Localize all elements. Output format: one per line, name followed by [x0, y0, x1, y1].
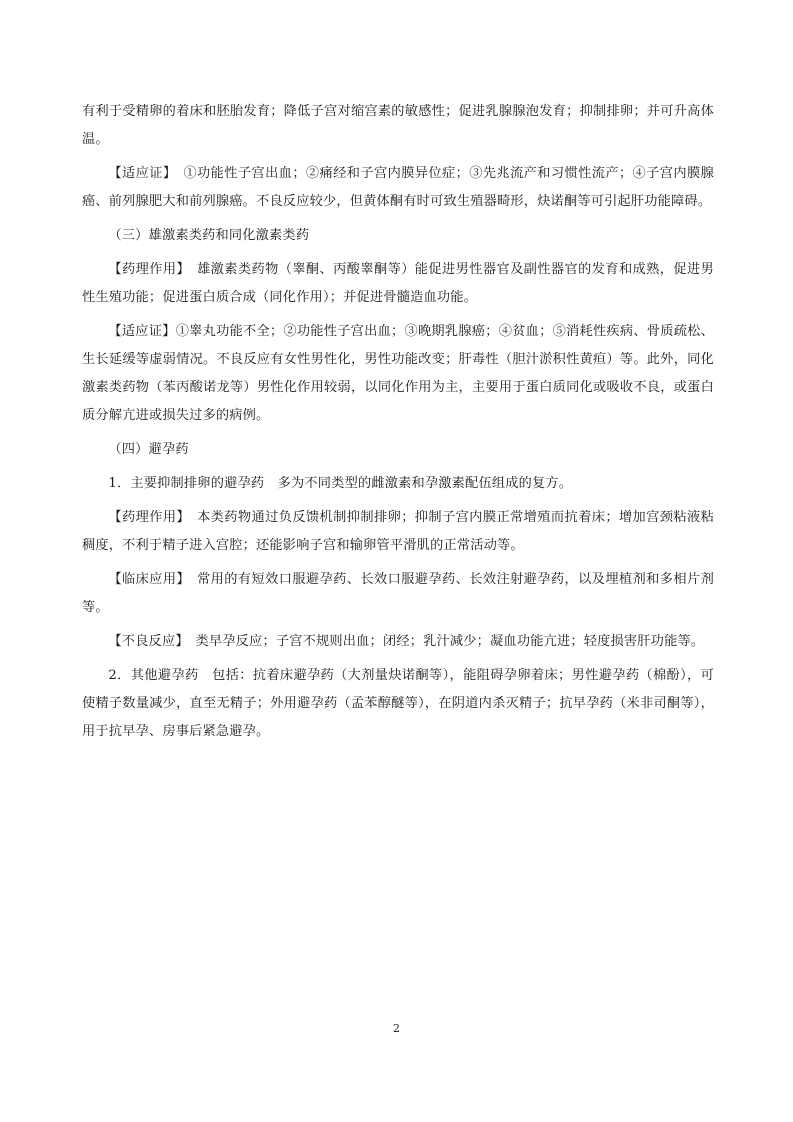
adverse-reactions-text: 类早孕反应；子宫不规则出血；闭经；乳汁减少；凝血功能亢进；轻度损害肝功能等。 [195, 634, 705, 649]
indications-tag: 【适应证】 [108, 166, 170, 181]
page-number: 2 [393, 1022, 400, 1035]
paragraph-progestin-indications [82, 160, 714, 216]
pharmacology-tag: 【药理作用】 [108, 510, 184, 525]
pharmacology-tag: 【药理作用】 [108, 262, 184, 277]
paragraph-androgen-indications [82, 318, 714, 430]
pharmacology-text: 本类药物通过负反馈机制抑制排卵；抑制子宫内膜正常增殖而抗着床；增加宫颈粘液粘稠度，不利于精子进入宫腔；还能影响子宫和输卵管平滑肌的正常活动等。 [82, 510, 714, 553]
indications-tag: 【适应证】 [108, 324, 176, 339]
section-heading-contraceptives: （四）避孕药 [108, 442, 189, 457]
section-heading-androgens: （三）雄激素类药和同化激素类药 [108, 228, 310, 243]
paragraph-clinical-use [82, 566, 714, 622]
indications-text: ①睾丸功能不全；②功能性子宫出血；③晚期乳腺癌；④贫血；⑤消耗性疾病、骨质疏松、生长延缓等虚弱情况。不良反应有女性男性化，男性功能改变；肝毒性（胆汁淤积性黄疸）等。此外，同化激素类药物（苯丙酸诺龙等）男性化作用较弱，以同化作用为主，主要用于蛋白质同化或吸收不良，或蛋白质分解亢进或损失过多的病例。 [82, 324, 715, 423]
paragraph-progestin-effects: 有利于受精卵的着床和胚胎发育；降低子宫对缩宫素的敏感性；促进乳腺腺泡发育；抑制排卵；并可升高体温。 [82, 104, 714, 147]
paragraph-contraceptive-pharmacology [82, 504, 714, 560]
document-body [82, 98, 714, 752]
adverse-reactions-tag: 【不良反应】 [108, 634, 183, 649]
clinical-use-text: 常用的有短效口服避孕药、长效口服避孕药、长效注射避孕药，以及埋植剂和多相片剂等。 [82, 572, 714, 615]
subheading-ovulation-inhibitors: 1．主要抑制排卵的避孕药 多为不同类型的雌激素和孕激素配伍组成的复方。 [108, 476, 573, 491]
paragraph-other-contraceptives: 2．其他避孕药 包括：抗着床避孕药（大剂量炔诺酮等），能阻碍孕卵着床；男性避孕药（棉酚），可使精子数量减少，直至无精子；外用避孕药（孟苯醇醚等），在阴道内杀灭精子；抗早孕药（米非司酮等），用于抗早孕、房事后紧急避孕。 [82, 668, 714, 739]
clinical-use-tag: 【临床应用】 [108, 572, 184, 587]
paragraph-adverse-reactions [82, 628, 714, 656]
pharmacology-text: 雄激素类药物（睾酮、丙酸睾酮等）能促进男性器官及副性器官的发育和成熟，促进男性生殖功能；促进蛋白质合成（同化作用）；并促进骨髓造血功能。 [82, 262, 714, 305]
indications-text: ①功能性子宫出血；②痛经和子宫内膜异位症；③先兆流产和习惯性流产；④子宫内膜腺癌、前列腺肥大和前列腺癌。不良反应较少，但黄体酮有时可致生殖器畸形，炔诺酮等可引起肝功能障碍。 [82, 166, 714, 209]
paragraph-androgen-pharmacology [82, 256, 714, 312]
